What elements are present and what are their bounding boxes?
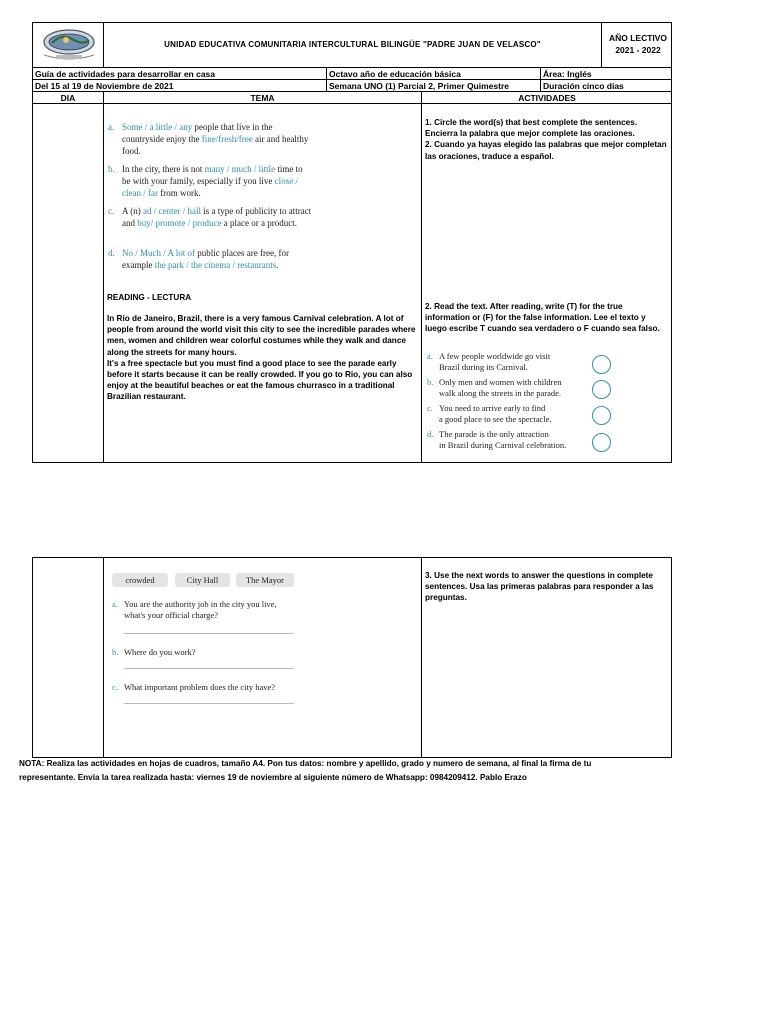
school-logo <box>36 25 102 65</box>
exercise3-question <box>112 599 312 621</box>
item-text <box>122 205 313 229</box>
text: A (n) <box>122 206 143 216</box>
answer-line[interactable] <box>124 703 294 704</box>
reading-paragraph: It's a free spectacle but you must find a good place to see the parade early before it starts because it can be really crowded. If you go to Rio, you can also enjoy at the beautiful beaches or eat the famous churrasco in a traditional Brazilian restaurant. <box>107 358 413 402</box>
statement-line: Brazil during its Carnival. <box>439 362 528 372</box>
tf-statement <box>427 377 587 399</box>
statement-line: A few people worldwide go visit <box>439 351 551 361</box>
col-activities-header <box>421 91 672 103</box>
tf-statement <box>427 429 587 451</box>
instructions-en: 1. Circle the word(s) that best complete the sentences. Encierra la palabra que mejor complete las oraciones. <box>425 118 638 139</box>
col-day-header <box>32 91 103 103</box>
exercise3-question <box>112 647 312 658</box>
statement-line: a good place to see the spectacle. <box>439 414 552 424</box>
dates-cell <box>32 79 326 91</box>
statement-line: in Brazil during Carnival celebration. <box>439 440 567 450</box>
text: from work. <box>157 188 201 198</box>
word-chip: The Mayor <box>236 573 294 587</box>
item-letter: d. <box>108 248 115 258</box>
guide-cell <box>32 67 326 79</box>
exercise2-instructions: 2. Read the text. After reading, write (T) for the true information or (F) for the false information. Lee el texto y luego escribe T cuando sea verdadero o F cuando sea falso. <box>425 302 660 334</box>
choice: No / Much / A lot of <box>122 248 196 258</box>
item-letter: a. <box>108 122 115 132</box>
week-label: Semana UNO (1) Parcial 2, Primer Quimestre <box>329 81 509 91</box>
answer-circle[interactable] <box>592 380 611 399</box>
item-text <box>122 163 313 199</box>
text: In the city, there is not <box>122 164 205 174</box>
note-line: NOTA: Realiza las actividades en hojas de cuadros, tamaño A4. Pon tus datos: nombre y apellido, grado y numero de semana, al final la firma de tu <box>19 759 592 768</box>
tf-statement <box>427 351 587 373</box>
text: people that live in the countryside enjoy the <box>122 122 273 144</box>
guide-label: Guía de actividades para desarrollar en casa <box>35 69 216 79</box>
text: air and healthy food. <box>122 134 309 156</box>
statement-line: You need to arrive early to find <box>439 403 546 413</box>
statement-letter: b. <box>427 377 434 387</box>
question-line: what's your official charge? <box>124 610 218 620</box>
topic-cell <box>103 103 421 463</box>
col-topic-header <box>103 91 421 103</box>
question-line: What important problem does the city have? <box>124 682 276 692</box>
duration-label: Duración cinco días <box>543 81 624 91</box>
text: time to be with your family, especially if you live <box>122 164 303 186</box>
answer-circle[interactable] <box>592 355 611 374</box>
col-topic-label: TEMA <box>250 93 275 103</box>
reading-title: READING - LECTURA <box>107 293 192 302</box>
grade-cell <box>326 67 540 79</box>
area-cell <box>540 67 672 79</box>
area-label: Área: Inglés <box>543 69 592 79</box>
exercise1-item <box>108 205 313 229</box>
statement-line: The parade is the only attraction <box>439 429 549 439</box>
word-chip: crowded <box>112 573 168 587</box>
text: . <box>276 260 279 270</box>
exercise3-question <box>112 682 312 693</box>
answer-circle[interactable] <box>592 433 611 452</box>
exercise1-instructions <box>425 117 668 162</box>
choice: close / clean / far <box>122 176 298 198</box>
question-line: You are the authority job in the city you live, <box>124 599 277 609</box>
answer-line[interactable] <box>124 633 294 634</box>
choice: many / much / little <box>204 164 276 174</box>
statement-line: Only men and women with children <box>439 377 562 387</box>
question-line: Where do you work? <box>124 647 196 657</box>
item-text <box>122 121 313 157</box>
choice: Some / a little / any <box>122 122 193 132</box>
item-text <box>122 247 313 271</box>
item-letter: b. <box>108 164 115 174</box>
statement-letter: a. <box>427 351 433 361</box>
footer-note <box>19 757 719 785</box>
school-name: UNIDAD EDUCATIVA COMUNITARIA INTERCULTURAL BILINGÜE "PADRE JUAN DE VELASCO" <box>164 40 541 49</box>
question-letter: b. <box>112 647 119 657</box>
logo-cell <box>32 22 103 67</box>
day-cell <box>32 103 103 463</box>
statement-letter: c. <box>427 403 433 413</box>
exercise1-item <box>108 163 313 199</box>
grade-label: Octavo año de educación básica <box>329 69 461 79</box>
reading-text <box>107 313 417 403</box>
school-year: AÑO LECTIVO 2021 - 2022 <box>608 33 668 55</box>
answer-circle[interactable] <box>592 406 611 425</box>
choice: ad / center / hall <box>143 206 201 216</box>
exercise3-instructions: 3. Use the next words to answer the questions in complete sentences. Usa las primeras palabras para responder a las preguntas. <box>425 571 654 603</box>
choice: fine/fresh/free <box>201 134 253 144</box>
exercise1-item <box>108 247 313 271</box>
school-year-cell <box>601 22 672 67</box>
col-day-label: DIA <box>60 93 76 103</box>
word-chip: City Hall <box>175 573 230 587</box>
note-line: representante. Envía la tarea realizada hasta: viernes 19 de noviembre al siguiente número de Whatsapp: 0984209412. Pablo Erazo <box>19 773 527 782</box>
instructions-es: 2. Cuando ya hayas elegido las palabras que mejor completan las oraciones, traduce a español. <box>425 140 667 161</box>
statement-letter: d. <box>427 429 434 439</box>
item-letter: c. <box>108 206 115 216</box>
choice: buy/ promote / produce <box>137 218 222 228</box>
tf-statement <box>427 403 587 425</box>
text: public places are free, for example <box>122 248 289 270</box>
text: is a type of publicity to attract and <box>122 206 312 228</box>
text: a place or a product. <box>221 218 297 228</box>
answer-line[interactable] <box>124 668 294 669</box>
school-name-cell <box>103 22 601 67</box>
choice: the park / the cinema / restaurants <box>154 260 277 270</box>
day-cell <box>32 557 103 758</box>
statement-line: walk along the streets in the parade. <box>439 388 562 398</box>
question-letter: c. <box>112 682 118 692</box>
col-activities-label: ACTIVIDADES <box>518 93 576 103</box>
dates-label: Del 15 al 19 de Noviembre de 2021 <box>35 81 174 91</box>
exercise1-item <box>108 121 313 157</box>
week-cell <box>326 79 540 91</box>
duration-cell <box>540 79 672 91</box>
question-letter: a. <box>112 599 118 609</box>
reading-paragraph: In Rio de Janeiro, Brazil, there is a very famous Carnival celebration. A lot of people from around the world visit this city to see the incredible parades where men, women and children wear colorful costumes while they walk and dance along the streets for many hours. <box>107 314 416 357</box>
